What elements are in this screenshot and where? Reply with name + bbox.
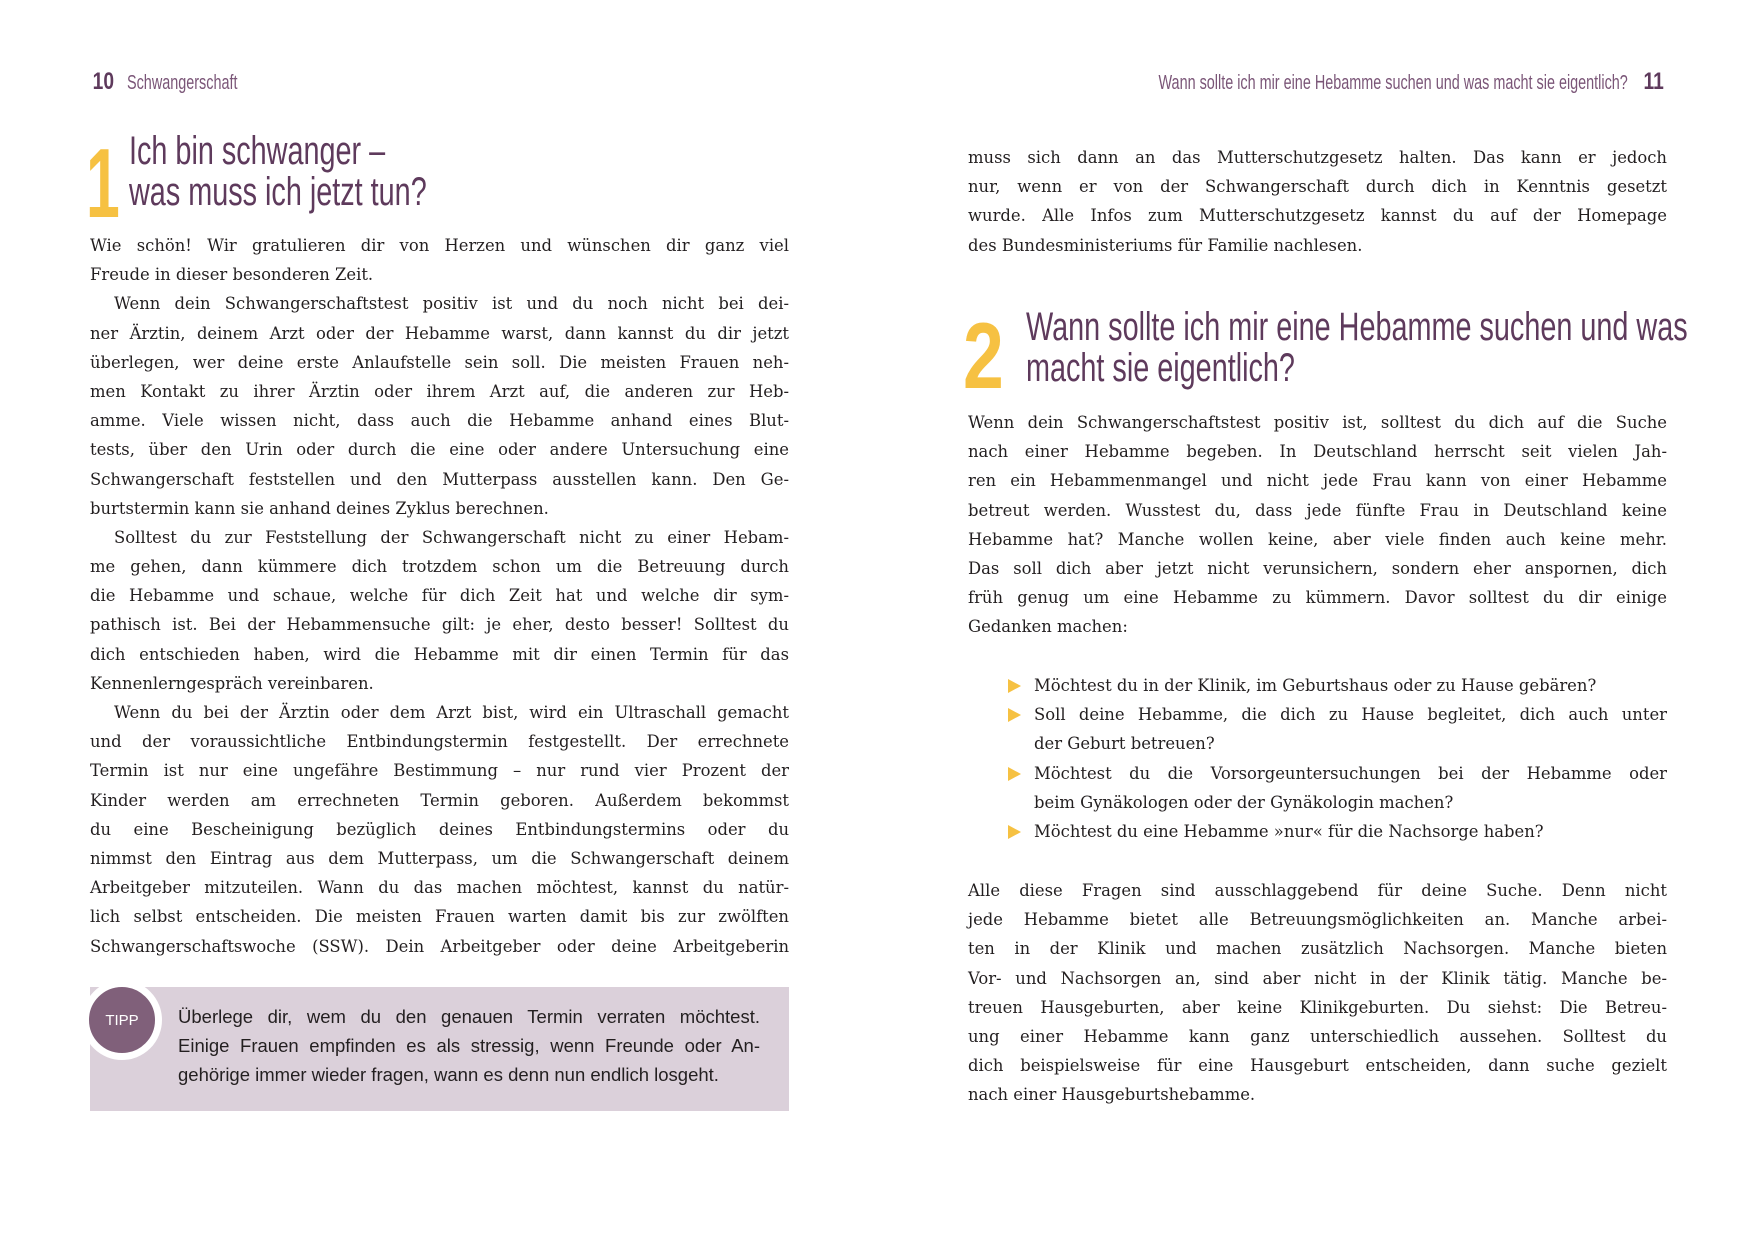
text-line: des Bundesministeriums für Familie nachlesen. [968,235,1363,255]
text-line: die Hebamme und schaue, welche für dich Zeit hat und welche dir sym- [90,586,789,606]
text-line: Möchtest du eine Hebamme »nur« für die Nachsorge haben? [1034,821,1544,841]
paragraph [90,289,789,523]
heading-line: was muss ich jetzt tun? [129,170,427,214]
tip-line: gehörige immer wieder fragen, wann es denn nun endlich losgeht. [178,1064,719,1086]
triangle-bullet-icon [1008,679,1021,693]
paragraph [968,408,1667,642]
right-paragraph-2 [968,876,1667,1110]
list-item [968,759,1667,817]
text-line: ung einer Hebamme kann ganz unterschiedlich aussehen. Solltest du [968,1026,1667,1046]
text-line: treuen Hausgeburten, aber keine Klinikgeburten. Du siehst: Die Betreu- [968,997,1667,1017]
paragraph [90,698,789,961]
text-line: Wenn du bei der Ärztin oder dem Arzt bist, wird ein Ultraschall gemacht [114,703,789,722]
text-line: Schwangerschaftswoche (SSW). Dein Arbeitgeber oder deine Arbeitgeberin [90,936,789,956]
text-line: Möchtest du die Vorsorgeuntersuchungen bei der Hebamme oder [1034,763,1667,783]
text-line: nach einer Hebamme begeben. In Deutschland herrscht seit vielen Jah- [968,442,1667,462]
list-item [968,671,1667,700]
section-number-1: 1 [86,128,120,238]
text-line: nach einer Hausgeburtshebamme. [968,1085,1256,1105]
text-line: wurde. Alle Infos zum Mutterschutzgesetz kannst du auf der Homepage [968,206,1667,226]
text-line: Hebamme hat? Manche wollen keine, aber viele finden auch keine mehr. [968,529,1667,549]
tip-badge: TIPP [82,980,162,1060]
heading-line: macht sie eigentlich? [1026,346,1295,390]
text-line: tests, über den Urin oder durch die eine oder andere Untersuchung eine [90,440,789,460]
text-line: pathisch ist. Bei der Hebammensuche gilt: je eher, desto besser! Solltest du [90,615,789,635]
section-2-heading [1026,307,1688,389]
text-line: dich entschieden haben, wird die Hebamme mit dir einen Termin für das [90,644,789,664]
text-line: Alle diese Fragen sind ausschlaggebend für deine Suche. Denn nicht [968,881,1667,900]
paragraph [968,143,1667,260]
text-line: Kinder werden am errechneten Termin geboren. Außerdem bekommst [90,790,789,810]
text-line: jede Hebamme bietet alle Betreuungsmöglichkeiten an. Manche arbei- [968,910,1667,930]
triangle-bullet-icon [1008,825,1021,839]
tip-line: Einige Frauen empfinden es als stressig, wenn Freunde oder An- [178,1035,760,1057]
text-line: me gehen, dann kümmere dich trotzdem schon um die Betreuung durch [90,557,789,577]
section-1-heading [129,131,427,213]
text-line: nimmst den Eintrag aus dem Mutterpass, um die Schwangerschaft deinem [90,848,789,868]
right-intro-text [968,143,1667,260]
text-line: Das soll dich aber jetzt nicht verunsichern, sondern eher anspornen, dich [968,558,1667,578]
triangle-bullet-icon [1008,708,1021,722]
paragraph [968,876,1667,1110]
text-line: beim Gynäkologen oder der Gynäkologin machen? [1034,792,1454,812]
text-line: Schwangerschaft feststellen und den Mutterpass ausstellen kann. Den Ge- [90,469,789,489]
text-line: Solltest du zur Feststellung der Schwangerschaft nicht zu einer Hebam- [114,527,789,547]
text-line: ner Ärztin, deinem Arzt oder der Hebamme warst, dann kannst du dir jetzt [90,323,789,343]
text-line: Termin ist nur eine ungefähre Bestimmung – nur rund vier Prozent der [90,761,789,781]
text-line: dich beispielsweise für eine Hausgeburt entscheiden, dann suche gezielt [968,1056,1667,1076]
text-line: amme. Viele wissen nicht, dass auch die Hebamme anhand eines Blut- [90,411,789,431]
left-page-header [90,68,281,96]
text-line: überlegen, wer deine erste Anlaufstelle sein soll. Die meisten Frauen neh- [90,352,789,372]
running-head-right: Wann sollte ich mir eine Hebamme suchen und was macht sie eigentlich? [1158,72,1629,94]
text-line: muss sich dann an das Mutterschutzgesetz halten. Das kann er jedoch [968,148,1667,167]
text-line: früh genug um eine Hebamme zu kümmern. Davor solltest du dir einige [968,588,1667,608]
text-line: Möchtest du in der Klinik, im Geburtshaus oder zu Hause gebären? [1034,676,1597,695]
text-line: lich selbst entscheiden. Die meisten Frauen warten damit bis zur zwölften [90,907,789,927]
paragraph [90,523,789,698]
text-line: Wie schön! Wir gratulieren dir von Herzen und wünschen dir ganz viel [90,236,789,255]
text-line: betreut werden. Wusstest du, dass jede fünfte Frau in Deutschland keine [968,500,1667,520]
text-line: der Geburt betreuen? [1034,734,1215,754]
text-line: Vor- und Nachsorgen an, sind aber nicht in der Klinik tätig. Manche be- [968,968,1667,988]
heading-line: Ich bin schwanger – [129,129,386,173]
text-line: Kennenlerngespräch vereinbaren. [90,673,374,693]
list-item [968,817,1667,846]
running-head-left: Schwangerschaft [127,72,238,94]
triangle-bullet-icon [1008,767,1021,781]
text-line: Soll deine Hebamme, die dich zu Hause begleitet, dich auch unter [1034,705,1667,725]
text-line: Freude in dieser besonderen Zeit. [90,265,374,285]
right-page-header [976,68,1666,96]
paragraph [90,231,789,289]
text-line: Arbeitgeber mitzuteilen. Wann du das machen möchtest, kannst du natür- [90,878,789,898]
question-list [968,671,1667,846]
text-line: burtstermin kann sie anhand deines Zyklus berechnen. [90,498,549,518]
page-number-right: 11 [1643,68,1664,95]
right-paragraph-1 [968,408,1667,642]
text-line: Wenn dein Schwangerschaftstest positiv ist, solltest du dich auf die Suche [968,413,1667,432]
text-line: Wenn dein Schwangerschaftstest positiv ist und du noch nicht bei dei- [114,294,789,314]
page-number-left: 10 [92,68,115,95]
section-number-2: 2 [963,303,1004,408]
text-line: men Kontakt zu ihrer Ärztin oder ihrem Arzt auf, die anderen zur Heb- [90,381,789,401]
text-line: Gedanken machen: [968,617,1128,637]
text-line: du eine Bescheinigung bezüglich deines Entbindungstermins oder du [90,819,789,839]
text-line: ten in der Klinik und machen zusätzlich Nachsorgen. Manche bieten [968,939,1667,959]
text-line: nur, wenn er von der Schwangerschaft durch dich in Kenntnis gesetzt [968,177,1667,197]
tip-text [178,1002,760,1090]
list-item [968,700,1667,758]
tip-line: Überlege dir, wem du den genauen Termin verraten möchtest. [178,1006,760,1027]
text-line: ren ein Hebammenmangel und nicht jede Frau kann von einer Hebamme [968,471,1667,491]
text-line: und der voraussichtliche Entbindungstermin festgestellt. Der errechnete [90,732,789,752]
heading-line: Wann sollte ich mir eine Hebamme suchen und was [1026,305,1688,349]
left-body-text [90,231,789,961]
